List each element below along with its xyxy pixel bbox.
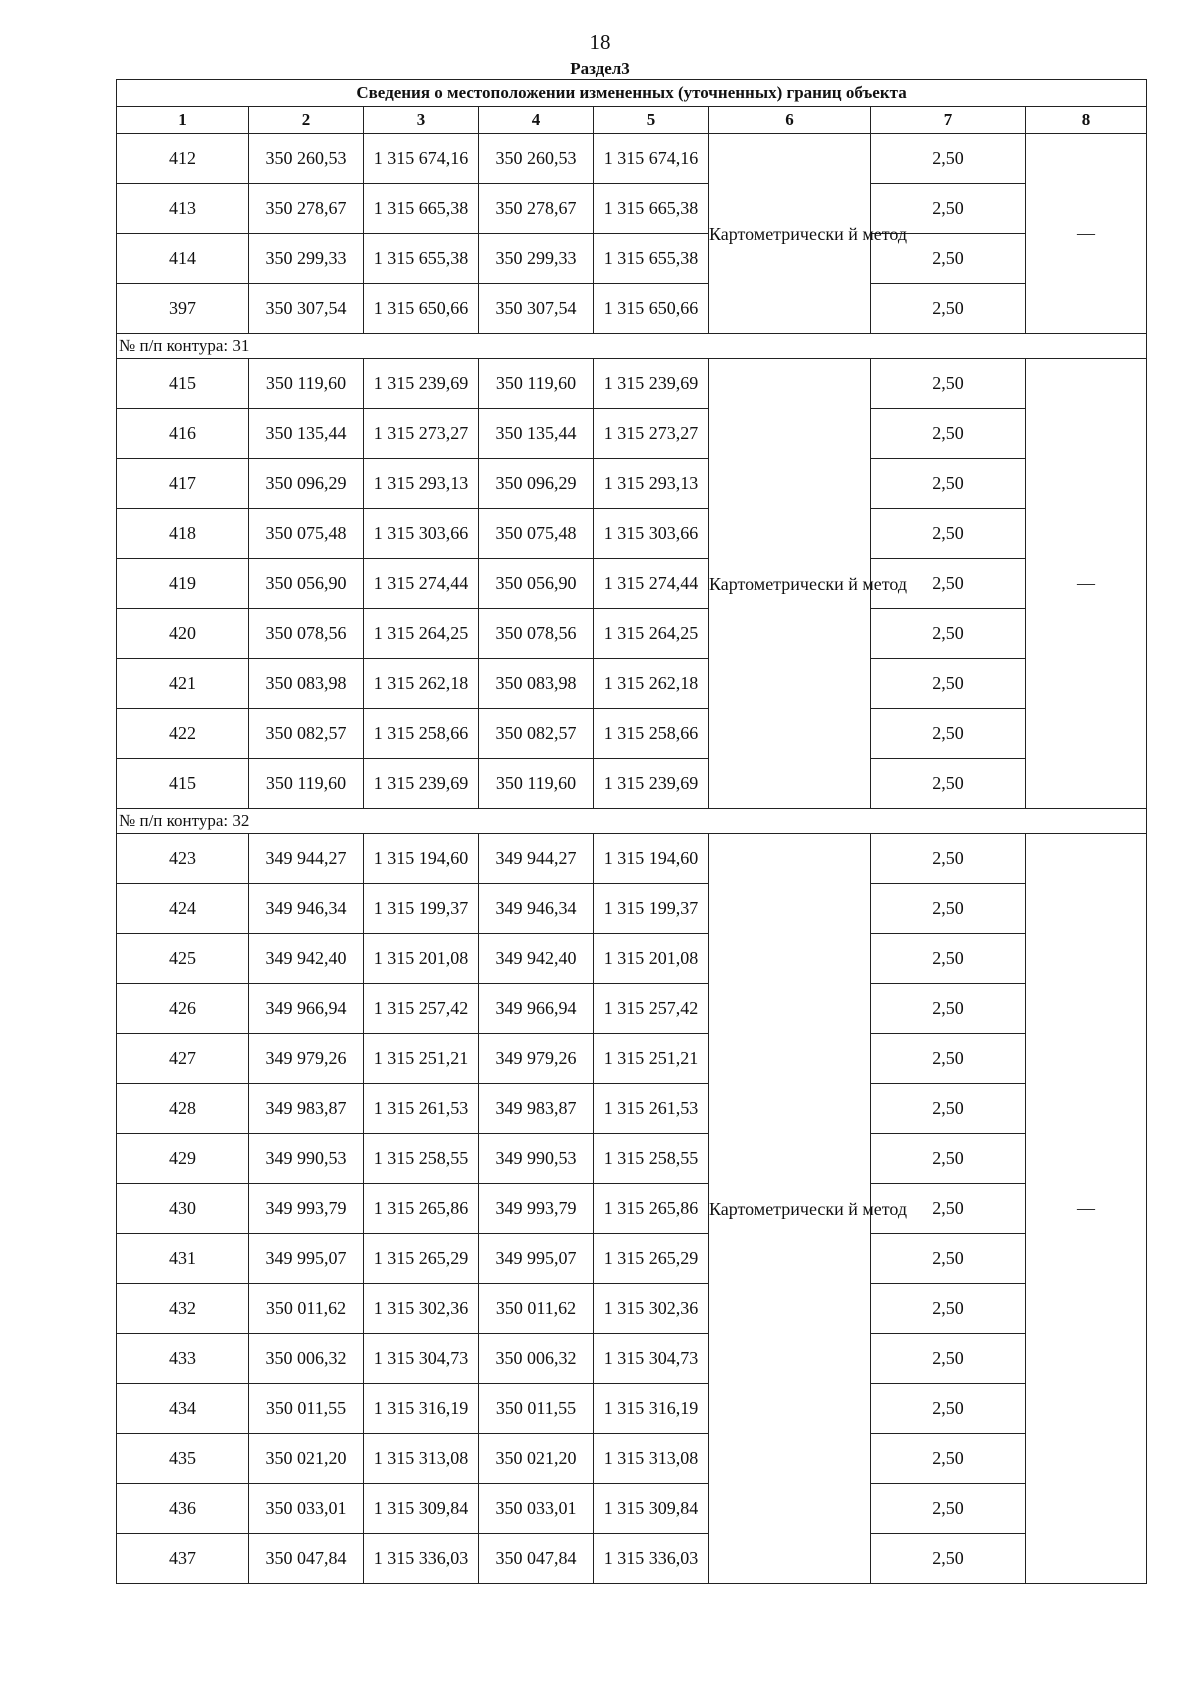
table-row	[117, 1534, 1147, 1584]
point-number-cell: 413	[117, 184, 249, 234]
x-old-cell: 350 278,67	[249, 184, 364, 234]
y-old-cell: 1 315 302,36	[364, 1284, 479, 1334]
precision-cell: 2,50	[871, 184, 1026, 234]
table-row	[117, 934, 1147, 984]
table-row	[117, 1434, 1147, 1484]
y-new-cell: 1 315 264,25	[594, 609, 709, 659]
y-old-cell: 1 315 674,16	[364, 134, 479, 184]
point-number-cell: 428	[117, 1084, 249, 1134]
table-title-row	[117, 80, 1147, 107]
x-new-cell: 350 011,55	[479, 1384, 594, 1434]
precision-cell: 2,50	[871, 1234, 1026, 1284]
precision-cell: 2,50	[871, 759, 1026, 809]
column-number: 7	[871, 107, 1026, 134]
table-row	[117, 459, 1147, 509]
y-new-cell: 1 315 194,60	[594, 834, 709, 884]
y-old-cell: 1 315 199,37	[364, 884, 479, 934]
x-old-cell: 350 056,90	[249, 559, 364, 609]
x-new-cell: 350 033,01	[479, 1484, 594, 1534]
x-old-cell: 350 299,33	[249, 234, 364, 284]
y-old-cell: 1 315 274,44	[364, 559, 479, 609]
precision-cell: 2,50	[871, 1534, 1026, 1584]
y-new-cell: 1 315 258,55	[594, 1134, 709, 1184]
y-new-cell: 1 315 665,38	[594, 184, 709, 234]
precision-cell: 2,50	[871, 659, 1026, 709]
x-new-cell: 349 966,94	[479, 984, 594, 1034]
point-number-cell: 424	[117, 884, 249, 934]
x-new-cell: 350 082,57	[479, 709, 594, 759]
y-new-cell: 1 315 336,03	[594, 1534, 709, 1584]
x-new-cell: 350 047,84	[479, 1534, 594, 1584]
precision-cell: 2,50	[871, 559, 1026, 609]
x-old-cell: 350 083,98	[249, 659, 364, 709]
y-old-cell: 1 315 264,25	[364, 609, 479, 659]
x-old-cell: 350 033,01	[249, 1484, 364, 1534]
y-new-cell: 1 315 316,19	[594, 1384, 709, 1434]
y-new-cell: 1 315 313,08	[594, 1434, 709, 1484]
table-row	[117, 1134, 1147, 1184]
precision-cell: 2,50	[871, 234, 1026, 284]
x-old-cell: 350 260,53	[249, 134, 364, 184]
table-row	[117, 659, 1147, 709]
column-8-cell: —	[1026, 834, 1147, 1584]
x-old-cell: 349 944,27	[249, 834, 364, 884]
x-new-cell: 350 075,48	[479, 509, 594, 559]
x-new-cell: 350 056,90	[479, 559, 594, 609]
point-number-cell: 415	[117, 759, 249, 809]
precision-cell: 2,50	[871, 1334, 1026, 1384]
y-new-cell: 1 315 274,44	[594, 559, 709, 609]
x-new-cell: 350 011,62	[479, 1284, 594, 1334]
y-old-cell: 1 315 258,66	[364, 709, 479, 759]
x-new-cell: 350 006,32	[479, 1334, 594, 1384]
table-row	[117, 834, 1147, 884]
precision-cell: 2,50	[871, 884, 1026, 934]
x-new-cell: 349 995,07	[479, 1234, 594, 1284]
column-number-row	[117, 107, 1147, 134]
y-new-cell: 1 315 257,42	[594, 984, 709, 1034]
x-old-cell: 350 119,60	[249, 359, 364, 409]
x-old-cell: 350 096,29	[249, 459, 364, 509]
x-old-cell: 350 011,55	[249, 1384, 364, 1434]
point-number-cell: 421	[117, 659, 249, 709]
y-old-cell: 1 315 303,66	[364, 509, 479, 559]
x-old-cell: 349 990,53	[249, 1134, 364, 1184]
y-new-cell: 1 315 265,86	[594, 1184, 709, 1234]
column-number: 3	[364, 107, 479, 134]
x-old-cell: 350 307,54	[249, 284, 364, 334]
contour-label: № п/п контура: 31	[117, 334, 1147, 359]
column-8-cell: —	[1026, 134, 1147, 334]
point-number-cell: 426	[117, 984, 249, 1034]
point-number-cell: 435	[117, 1434, 249, 1484]
precision-cell: 2,50	[871, 1084, 1026, 1134]
y-new-cell: 1 315 650,66	[594, 284, 709, 334]
y-old-cell: 1 315 258,55	[364, 1134, 479, 1184]
y-old-cell: 1 315 265,29	[364, 1234, 479, 1284]
x-new-cell: 350 083,98	[479, 659, 594, 709]
point-number-cell: 416	[117, 409, 249, 459]
precision-cell: 2,50	[871, 1284, 1026, 1334]
x-new-cell: 350 278,67	[479, 184, 594, 234]
point-number-cell: 436	[117, 1484, 249, 1534]
y-new-cell: 1 315 239,69	[594, 759, 709, 809]
point-number-cell: 425	[117, 934, 249, 984]
point-number-cell: 397	[117, 284, 249, 334]
table-row	[117, 1284, 1147, 1334]
y-old-cell: 1 315 201,08	[364, 934, 479, 984]
table-row	[117, 709, 1147, 759]
table-row	[117, 1084, 1147, 1134]
precision-cell: 2,50	[871, 1184, 1026, 1234]
precision-cell: 2,50	[871, 1434, 1026, 1484]
x-new-cell: 349 942,40	[479, 934, 594, 984]
table-row	[117, 1234, 1147, 1284]
contour-label: № п/п контура: 32	[117, 809, 1147, 834]
column-number: 6	[709, 107, 871, 134]
y-new-cell: 1 315 304,73	[594, 1334, 709, 1384]
y-old-cell: 1 315 239,69	[364, 359, 479, 409]
point-number-cell: 431	[117, 1234, 249, 1284]
precision-cell: 2,50	[871, 709, 1026, 759]
y-old-cell: 1 315 262,18	[364, 659, 479, 709]
table-row	[117, 759, 1147, 809]
x-old-cell: 350 011,62	[249, 1284, 364, 1334]
y-new-cell: 1 315 309,84	[594, 1484, 709, 1534]
precision-cell: 2,50	[871, 459, 1026, 509]
precision-cell: 2,50	[871, 1384, 1026, 1434]
precision-cell: 2,50	[871, 834, 1026, 884]
y-old-cell: 1 315 336,03	[364, 1534, 479, 1584]
x-old-cell: 349 983,87	[249, 1084, 364, 1134]
column-number: 1	[117, 107, 249, 134]
table-row	[117, 1484, 1147, 1534]
table-title: Сведения о местоположении измененных (уточненных) границ объекта	[117, 80, 1147, 107]
y-new-cell: 1 315 199,37	[594, 884, 709, 934]
x-old-cell: 349 995,07	[249, 1234, 364, 1284]
method-cell: Картометрически й метод	[709, 834, 871, 1584]
table-row	[117, 284, 1147, 334]
column-number: 4	[479, 107, 594, 134]
precision-cell: 2,50	[871, 134, 1026, 184]
contour-label-row	[117, 334, 1147, 359]
precision-cell: 2,50	[871, 284, 1026, 334]
y-new-cell: 1 315 239,69	[594, 359, 709, 409]
y-new-cell: 1 315 655,38	[594, 234, 709, 284]
y-new-cell: 1 315 265,29	[594, 1234, 709, 1284]
column-number: 8	[1026, 107, 1147, 134]
point-number-cell: 422	[117, 709, 249, 759]
point-number-cell: 414	[117, 234, 249, 284]
y-old-cell: 1 315 239,69	[364, 759, 479, 809]
table-row	[117, 134, 1147, 184]
table-row	[117, 1384, 1147, 1434]
column-number: 2	[249, 107, 364, 134]
method-cell: Картометрически й метод	[709, 359, 871, 809]
precision-cell: 2,50	[871, 934, 1026, 984]
table-row	[117, 884, 1147, 934]
table-row	[117, 234, 1147, 284]
x-new-cell: 349 979,26	[479, 1034, 594, 1084]
x-new-cell: 349 993,79	[479, 1184, 594, 1234]
point-number-cell: 420	[117, 609, 249, 659]
y-new-cell: 1 315 201,08	[594, 934, 709, 984]
precision-cell: 2,50	[871, 409, 1026, 459]
x-new-cell: 350 307,54	[479, 284, 594, 334]
x-old-cell: 350 021,20	[249, 1434, 364, 1484]
point-number-cell: 418	[117, 509, 249, 559]
x-old-cell: 349 942,40	[249, 934, 364, 984]
x-old-cell: 350 082,57	[249, 709, 364, 759]
y-old-cell: 1 315 665,38	[364, 184, 479, 234]
page-number: 18	[589, 30, 611, 54]
point-number-cell: 412	[117, 134, 249, 184]
y-old-cell: 1 315 257,42	[364, 984, 479, 1034]
y-old-cell: 1 315 655,38	[364, 234, 479, 284]
column-number: 5	[594, 107, 709, 134]
x-old-cell: 350 006,32	[249, 1334, 364, 1384]
precision-cell: 2,50	[871, 609, 1026, 659]
x-new-cell: 350 078,56	[479, 609, 594, 659]
table-row	[117, 984, 1147, 1034]
x-new-cell: 350 260,53	[479, 134, 594, 184]
y-new-cell: 1 315 293,13	[594, 459, 709, 509]
x-old-cell: 349 966,94	[249, 984, 364, 1034]
column-8-cell: —	[1026, 359, 1147, 809]
table-row	[117, 509, 1147, 559]
y-new-cell: 1 315 251,21	[594, 1034, 709, 1084]
x-old-cell: 350 135,44	[249, 409, 364, 459]
x-new-cell: 349 944,27	[479, 834, 594, 884]
x-new-cell: 350 299,33	[479, 234, 594, 284]
point-number-cell: 423	[117, 834, 249, 884]
point-number-cell: 419	[117, 559, 249, 609]
x-old-cell: 350 075,48	[249, 509, 364, 559]
x-new-cell: 350 135,44	[479, 409, 594, 459]
x-old-cell: 349 979,26	[249, 1034, 364, 1084]
precision-cell: 2,50	[871, 359, 1026, 409]
y-old-cell: 1 315 251,21	[364, 1034, 479, 1084]
precision-cell: 2,50	[871, 984, 1026, 1034]
table-row	[117, 1034, 1147, 1084]
point-number-cell: 427	[117, 1034, 249, 1084]
x-new-cell: 350 021,20	[479, 1434, 594, 1484]
point-number-cell: 432	[117, 1284, 249, 1334]
y-old-cell: 1 315 316,19	[364, 1384, 479, 1434]
y-new-cell: 1 315 261,53	[594, 1084, 709, 1134]
contour-label-row	[117, 809, 1147, 834]
table-row	[117, 359, 1147, 409]
y-new-cell: 1 315 258,66	[594, 709, 709, 759]
y-old-cell: 1 315 304,73	[364, 1334, 479, 1384]
x-new-cell: 349 983,87	[479, 1084, 594, 1134]
table-row	[117, 559, 1147, 609]
precision-cell: 2,50	[871, 1484, 1026, 1534]
point-number-cell: 430	[117, 1184, 249, 1234]
point-number-cell: 434	[117, 1384, 249, 1434]
point-number-cell: 429	[117, 1134, 249, 1184]
section-label: Раздел3	[570, 59, 630, 78]
x-new-cell: 349 946,34	[479, 884, 594, 934]
y-old-cell: 1 315 313,08	[364, 1434, 479, 1484]
precision-cell: 2,50	[871, 1134, 1026, 1184]
y-new-cell: 1 315 302,36	[594, 1284, 709, 1334]
point-number-cell: 437	[117, 1534, 249, 1584]
x-old-cell: 350 119,60	[249, 759, 364, 809]
y-new-cell: 1 315 262,18	[594, 659, 709, 709]
y-old-cell: 1 315 309,84	[364, 1484, 479, 1534]
y-new-cell: 1 315 303,66	[594, 509, 709, 559]
y-old-cell: 1 315 273,27	[364, 409, 479, 459]
precision-cell: 2,50	[871, 509, 1026, 559]
y-old-cell: 1 315 293,13	[364, 459, 479, 509]
x-old-cell: 349 946,34	[249, 884, 364, 934]
y-old-cell: 1 315 194,60	[364, 834, 479, 884]
x-new-cell: 350 119,60	[479, 359, 594, 409]
precision-cell: 2,50	[871, 1034, 1026, 1084]
y-old-cell: 1 315 650,66	[364, 284, 479, 334]
y-old-cell: 1 315 261,53	[364, 1084, 479, 1134]
point-number-cell: 417	[117, 459, 249, 509]
x-new-cell: 350 096,29	[479, 459, 594, 509]
y-new-cell: 1 315 674,16	[594, 134, 709, 184]
table-row	[117, 409, 1147, 459]
y-new-cell: 1 315 273,27	[594, 409, 709, 459]
x-old-cell: 350 047,84	[249, 1534, 364, 1584]
y-old-cell: 1 315 265,86	[364, 1184, 479, 1234]
x-new-cell: 349 990,53	[479, 1134, 594, 1184]
point-number-cell: 433	[117, 1334, 249, 1384]
x-old-cell: 350 078,56	[249, 609, 364, 659]
table-row	[117, 184, 1147, 234]
x-new-cell: 350 119,60	[479, 759, 594, 809]
table-row	[117, 1334, 1147, 1384]
coordinates-table	[116, 79, 1147, 1584]
table-row	[117, 1184, 1147, 1234]
x-old-cell: 349 993,79	[249, 1184, 364, 1234]
point-number-cell: 415	[117, 359, 249, 409]
table-row	[117, 609, 1147, 659]
method-cell: Картометрически й метод	[709, 134, 871, 334]
